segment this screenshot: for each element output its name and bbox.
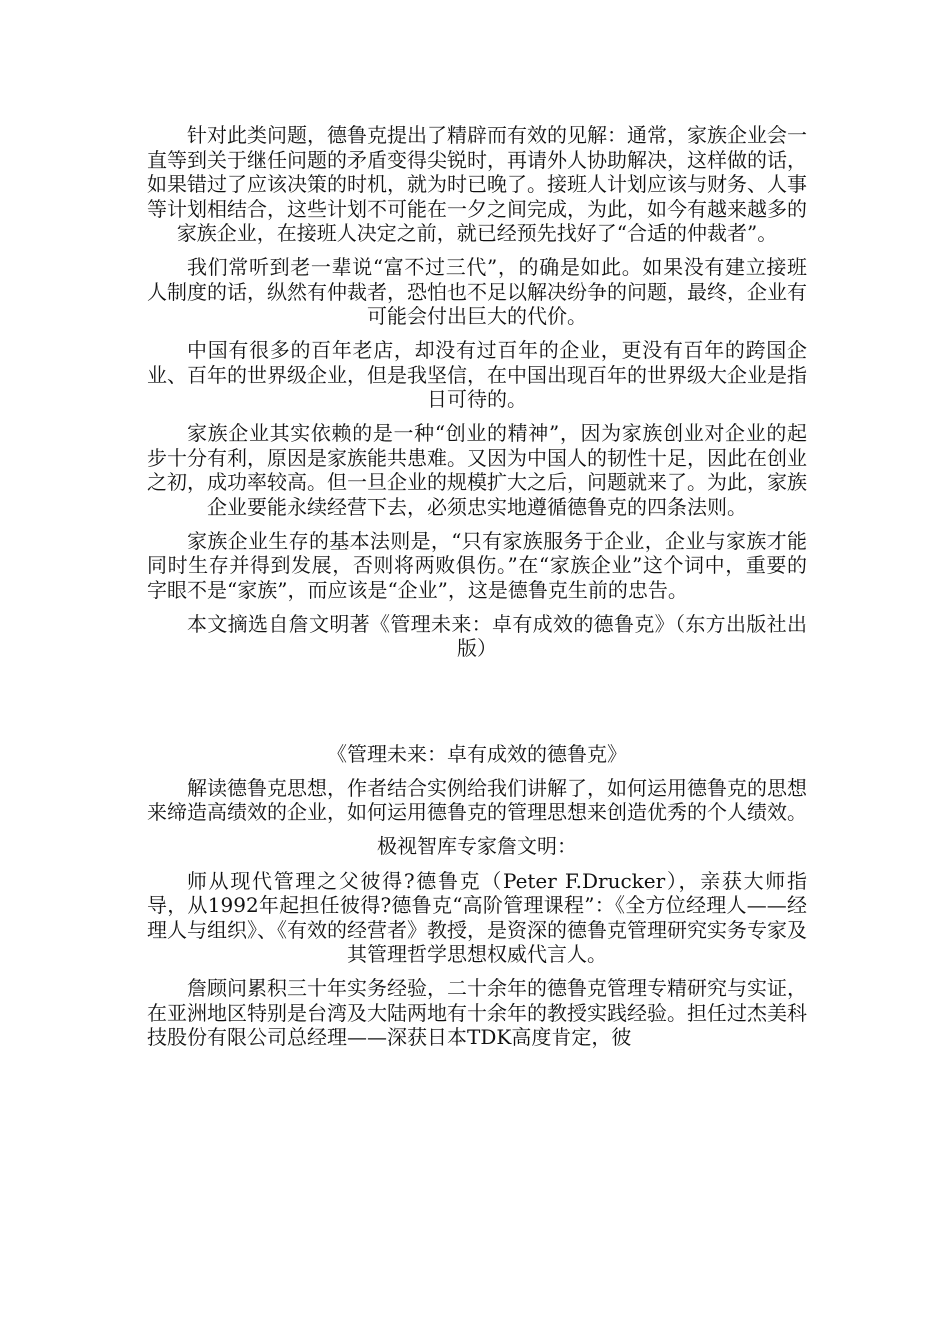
author-heading: 极视智库专家詹文明： xyxy=(377,834,577,858)
article-paragraph-succession: 针对此类问题，德鲁克提出了精辟而有效的见解：通常，家族企业会一直等到关于继任问题的矛盾变得尖锐时，再请外人协助解决，这样做的话，如果错过了应该决策的时机，就为时已晚了。接班人计划应该与财务、人事等计划相结合，这些计划不可能在一夕之间完成，为此，如今有越来越多的家族企业，在接班人决定之前，就已经预先找好了“合适的仲裁者”。 xyxy=(147,123,807,245)
book-intro: 解读德鲁克思想，作者结合实例给我们讲解了，如何运用德鲁克的思想来缔造高绩效的企业，如何运用德鲁克的管理思想来创造优秀的个人绩效。 xyxy=(147,775,807,824)
article-paragraph-three-generations: 我们常听到老一辈说“富不过三代”，的确是如此。如果没有建立接班人制度的话，纵然有仲裁者，恐怕也不足以解决纷争的问题，最终，企业有可能会付出巨大的代价。 xyxy=(147,255,807,328)
author-bio-paragraph-2: 詹顾问累积三十年实务经验，二十余年的德鲁克管理专精研究与实证，在亚洲地区特别是台湾及大陆两地有十余年的教授实践经验。担任过杰美科技股份有限公司总经理——深获日本TDK高度肯定，彼 xyxy=(147,976,807,1049)
article-paragraph-entrepreneurial-spirit: 家族企业其实依赖的是一种“创业的精神”，因为家族创业对企业的起步十分有利，原因是家族能共患难。又因为中国人的韧性十足，因此在创业之初，成功率较高。但一旦企业的规模扩大之后，问题就来了。为此，家族企业要能永续经营下去，必须忠实地遵循德鲁克的四条法则。 xyxy=(147,421,807,519)
article-paragraph-survival-rule: 家族企业生存的基本法则是，“只有家族服务于企业，企业与家族才能同时生存并得到发展，否则将两败俱伤。”在“家族企业”这个词中，重要的字眼不是“家族”，而应该是“企业”，这是德鲁克生前的忠告。 xyxy=(147,528,807,602)
section-spacer xyxy=(147,670,807,742)
author-bio-paragraph-1: 师从现代管理之父彼得?德鲁克（Peter F.Drucker），亲获大师指导，从1992年起担任彼得?德鲁克“高阶管理课程”：《全方位经理人——经理人与组织》、《有效的经营者》教授，是资深的德鲁克管理研究实务专家及其管理哲学思想权威代言人。 xyxy=(147,868,807,966)
book-title: 《管理未来：卓有成效的德鲁克》 xyxy=(327,742,627,766)
document-page xyxy=(147,123,807,1059)
article-paragraph-century-enterprises: 中国有很多的百年老店，却没有过百年的企业，更没有百年的跨国企业、百年的世界级企业，但是我坚信，在中国出现百年的世界级大企业是指日可待的。 xyxy=(147,338,807,411)
article-source-note: 本文摘选自詹文明著《管理未来：卓有成效的德鲁克》（东方出版社出版） xyxy=(187,611,807,660)
